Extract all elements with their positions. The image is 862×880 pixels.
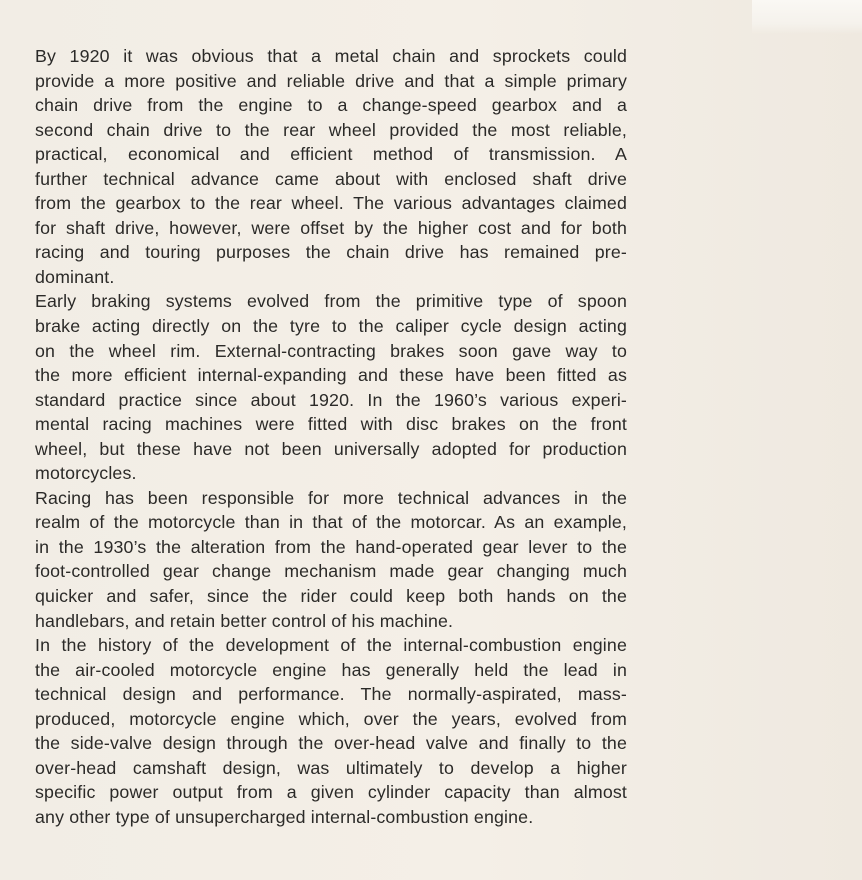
text-line: further technical advance came about with enclosed shaft drive xyxy=(35,168,627,189)
text-line: from the gearbox to the rear wheel. The various advantages claimed xyxy=(35,193,627,214)
text-line: Early braking systems evolved from the primitive type of spoon xyxy=(35,291,627,312)
text-line: Racing has been responsible for more technical advances in the xyxy=(35,487,627,508)
text-line: the more efficient internal-expanding and these have been fitted as xyxy=(35,365,627,386)
text-line: the side-valve design through the over-head valve and finally to the xyxy=(35,733,627,754)
text-line: over-head camshaft design, was ultimately to develop a higher xyxy=(35,757,627,778)
text-line: brake acting directly on the tyre to the caliper cycle design acting xyxy=(35,316,627,337)
text-line: quicker and safer, since the rider could keep both hands on the xyxy=(35,586,627,607)
text-line: provide a more positive and reliable drive and that a simple primary xyxy=(35,70,627,91)
text-line: motorcycles. xyxy=(35,463,137,484)
paragraph-racing xyxy=(35,486,627,633)
text-line: mental racing machines were fitted with disc brakes on the front xyxy=(35,414,627,435)
page-corner xyxy=(752,0,862,34)
text-line: racing and touring purposes the chain drive has remained pre- xyxy=(35,242,627,263)
text-line: technical design and performance. The normally-aspirated, mass- xyxy=(35,684,627,705)
text-line: By 1920 it was obvious that a metal chain and sprockets could xyxy=(35,46,627,66)
text-line: handlebars, and retain better control of his machine. xyxy=(35,610,454,631)
text-line: any other type of unsupercharged internal-combustion engine. xyxy=(35,806,534,827)
body-text xyxy=(35,44,627,830)
paragraph-engine-history xyxy=(35,633,627,829)
text-line: specific power output from a given cylinder capacity than almost xyxy=(35,782,627,803)
text-line: In the history of the development of the internal-combustion engine xyxy=(35,635,627,656)
text-line: the air-cooled motorcycle engine has generally held the lead in xyxy=(35,659,627,680)
text-line: foot-controlled gear change mechanism made gear changing much xyxy=(35,561,627,582)
paragraph-chain-drive xyxy=(35,44,627,289)
text-line: chain drive from the engine to a change-speed gearbox and a xyxy=(35,95,627,116)
paragraph-braking xyxy=(35,289,627,485)
text-line: dominant. xyxy=(35,266,115,287)
text-line: on the wheel rim. External-contracting brakes soon gave way to xyxy=(35,340,627,361)
text-line: for shaft drive, however, were offset by the higher cost and for both xyxy=(35,217,627,238)
text-line: wheel, but these have not been universally adopted for production xyxy=(35,438,627,459)
text-line: practical, economical and efficient method of transmission. A xyxy=(35,144,627,165)
text-line: realm of the motorcycle than in that of the motorcar. As an example, xyxy=(35,512,627,533)
text-line: produced, motorcycle engine which, over the years, evolved from xyxy=(35,708,627,729)
text-line: standard practice since about 1920. In the 1960’s various experi- xyxy=(35,389,627,410)
text-line: in the 1930’s the alteration from the hand-operated gear lever to the xyxy=(35,536,627,557)
text-line: second chain drive to the rear wheel provided the most reliable, xyxy=(35,119,627,140)
